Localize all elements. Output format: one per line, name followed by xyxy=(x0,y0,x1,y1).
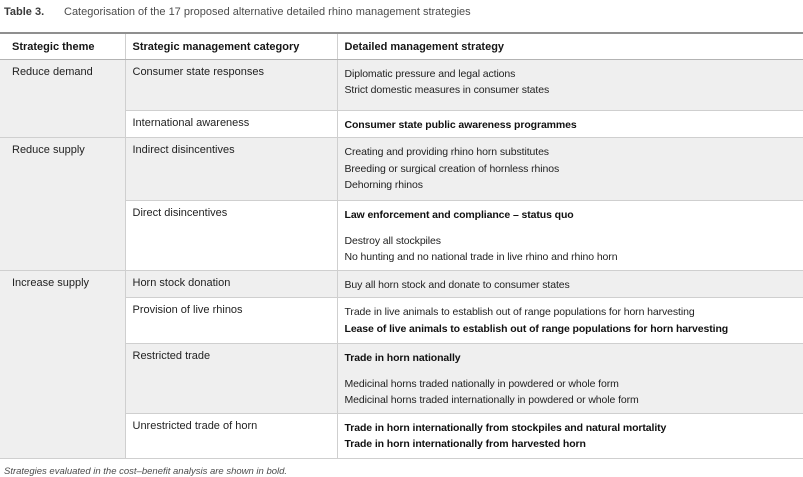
theme-cell: Increase supply xyxy=(0,270,125,458)
table-row xyxy=(0,270,803,298)
strategy-line: Trade in horn internationally from stockpiles and natural mortality xyxy=(344,421,667,434)
strategy-line: Law enforcement and compliance – status quo xyxy=(344,209,574,221)
strategy-line: Trade in horn nationally xyxy=(344,352,461,364)
strategy-cell xyxy=(337,138,803,201)
table-row xyxy=(0,59,803,110)
category-cell: Direct disincentives xyxy=(125,201,337,271)
theme-cell: Reduce supply xyxy=(0,138,125,271)
strategy-line: Strict domestic measures in consumer states xyxy=(344,84,550,96)
category-cell: Unrestricted trade of horn xyxy=(125,413,337,458)
strategy-line: Destroy all stockpiles xyxy=(344,234,441,247)
strategy-line: Trade in horn internationally from harvested horn xyxy=(344,438,586,450)
table-caption xyxy=(0,0,803,19)
strategy-cell xyxy=(337,298,803,344)
theme-cell: Reduce demand xyxy=(0,59,125,138)
category-cell: Horn stock donation xyxy=(125,270,337,298)
strategy-line: Dehorning rhinos xyxy=(344,179,423,191)
strategy-line: Buy all horn stock and donate to consumer states xyxy=(344,278,570,291)
strategy-cell xyxy=(337,270,803,298)
strategy-cell xyxy=(337,413,803,458)
strategy-line: No hunting and no national trade in live rhino and rhino horn xyxy=(344,251,618,263)
table-caption-label: Table 3. xyxy=(4,6,45,18)
strategy-cell xyxy=(337,201,803,271)
strategy-cell xyxy=(337,344,803,414)
strategy-line: Consumer state public awareness programmes xyxy=(344,118,577,131)
col-header-detailed-management-strategy: Detailed management strategy xyxy=(337,33,803,59)
rhino-strategies-table xyxy=(0,32,803,459)
strategy-line: Creating and providing rhino horn substitutes xyxy=(344,146,549,158)
strategy-line: Medicinal horns traded internationally in powdered or whole form xyxy=(344,394,639,406)
category-cell: Provision of live rhinos xyxy=(125,298,337,344)
category-cell: Consumer state responses xyxy=(125,59,337,110)
table-footnote: Strategies evaluated in the cost–benefit analysis are shown in bold. xyxy=(4,465,288,477)
category-cell: Indirect disincentives xyxy=(125,138,337,201)
strategy-line: Breeding or surgical creation of hornless rhinos xyxy=(344,162,560,175)
strategy-cell xyxy=(337,110,803,138)
col-header-strategic-theme: Strategic theme xyxy=(0,33,125,59)
category-cell: International awareness xyxy=(125,110,337,138)
strategy-line: Lease of live animals to establish out of range populations for horn harvesting xyxy=(344,322,729,335)
strategy-cell xyxy=(337,59,803,110)
strategy-line: Medicinal horns traded nationally in powdered or whole form xyxy=(344,377,619,390)
table-caption-text: Categorisation of the 17 proposed alternative detailed rhino management strategies xyxy=(64,6,471,18)
table-row xyxy=(0,138,803,201)
strategy-line: Diplomatic pressure and legal actions xyxy=(344,67,516,80)
strategy-line: Trade in live animals to establish out of range populations for horn harvesting xyxy=(344,306,695,318)
category-cell: Restricted trade xyxy=(125,344,337,414)
header-row xyxy=(0,33,803,59)
col-header-strategic-management-category: Strategic management category xyxy=(125,33,337,59)
